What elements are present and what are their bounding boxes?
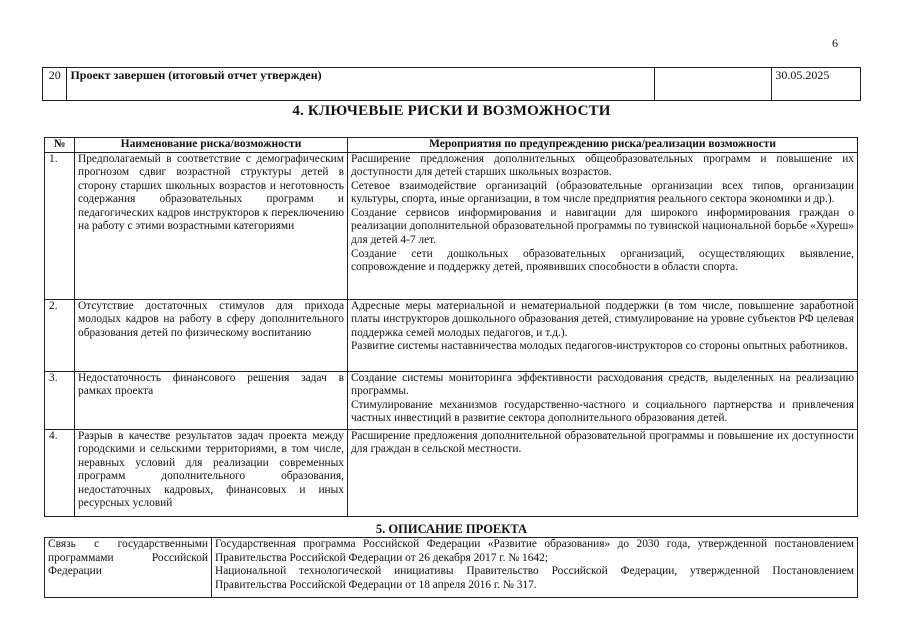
row-number: 4. xyxy=(45,429,75,516)
description-label: Связь с государственными программами Российской Федерации xyxy=(45,538,212,598)
action-text: Создание системы мониторинга эффективности расходования средств, выделенных на реализацию программы. xyxy=(351,371,854,398)
row-number: 1. xyxy=(45,152,75,299)
table-row xyxy=(45,538,858,598)
header-actions: Мероприятия по предупреждению риска/реализации возможности xyxy=(348,138,858,153)
milestone-row xyxy=(43,68,861,101)
page-number: 6 xyxy=(832,36,838,50)
milestone-number: 20 xyxy=(43,68,67,101)
action-text: Развитие системы наставничества молодых педагогов-инструкторов со стороны опытных работников. xyxy=(351,340,848,353)
table-row xyxy=(45,152,858,299)
table-row xyxy=(45,429,858,516)
header-number: № xyxy=(45,138,75,153)
header-risk: Наименование риска/возможности xyxy=(75,138,348,153)
milestone-name: Проект завершен (итоговый отчет утвержден) xyxy=(67,68,655,101)
action-text: Создание сервисов информирования и навигации для широкого информирования граждан о реализации дополнительной образовательной программы по тувинской национальной борьбе «Хуреш» для детей 4-7 лет. xyxy=(351,206,854,247)
action-text: Расширение предложения дополнительной образовательной программы и повышение их доступности для граждан в сельской местности. xyxy=(351,429,854,456)
program-reference: Национальной технологической инициативы Правительство Российской Федерации, утвержденной Постановлением Правительства Российской Федерации от 18 апреля 2016 г. № 317. xyxy=(215,565,854,591)
table-row xyxy=(45,371,858,429)
actions-cell xyxy=(348,152,858,299)
actions-cell xyxy=(348,371,858,429)
risks-table xyxy=(44,137,858,517)
action-text: Сетевое взаимодействие организаций (образовательные организации всех типов, организации культуры, спорта, иные организации, в том числе предприятия реального сектора экономики и др.). xyxy=(351,179,854,206)
section-4-title: 4. КЛЮЧЕВЫЕ РИСКИ И ВОЗМОЖНОСТИ xyxy=(292,103,611,119)
action-text: Расширение предложения дополнительных общеобразовательных программ и повышение их доступности для детей старших школьных возрастов. xyxy=(351,152,854,179)
row-number: 2. xyxy=(45,299,75,371)
milestone-empty-cell xyxy=(655,68,772,101)
project-description-table xyxy=(44,537,858,598)
risk-text: Недостаточность финансового решения задач в рамках проекта xyxy=(75,371,348,429)
program-reference: Государственная программа Российской Федерации «Развитие образования» до 2030 года, утвержденной постановлением Правительства Российской Федерации от 26 декабря 2017 г. № 1642; xyxy=(215,538,854,564)
milestone-table xyxy=(42,67,861,101)
milestone-date: 30.05.2025 xyxy=(772,68,861,101)
action-text: Стимулирование механизмов государственно-частного и социального партнерства и привлечения частных инвестиций в развитие сектора дополнительного образования детей. xyxy=(351,398,854,425)
action-text: Создание сети дошкольных образовательных организаций, осуществляющих выявление, сопровождение и поддержку детей, проявивших способности в области спорта. xyxy=(351,247,854,274)
description-value xyxy=(212,538,858,598)
section-5-title: 5. ОПИСАНИЕ ПРОЕКТА xyxy=(375,522,528,536)
row-number: 3. xyxy=(45,371,75,429)
table-row xyxy=(45,299,858,371)
action-text: Адресные меры материальной и нематериальной поддержки (в том числе, повышение заработной платы инструкторов дошкольного образования детей, стимулирование на уровне субъектов РФ целевая поддержка семей молодых педагогов, и т.д.). xyxy=(351,299,854,339)
actions-cell xyxy=(348,299,858,371)
risk-text: Предполагаемый в соответствие с демографическим прогнозом сдвиг возрастной структуры детей в сторону старших школьных возрастов и неготовность содержания образовательных программ и педагогических кадров инструкторов к переключению на работу с этими возрастными категориями xyxy=(75,152,348,299)
actions-cell xyxy=(348,429,858,516)
risks-header-row xyxy=(45,138,858,153)
risk-text: Разрыв в качестве результатов задач проекта между городскими и сельскими территориями, в том числе, неравных условий для реализации современных программ дополнительного образования, недостаточных кадровых, финансовых и иных ресурсных условий xyxy=(75,429,348,516)
risk-text: Отсутствие достаточных стимулов для прихода молодых кадров на работу в сферу дополнительного образования детей по физическому воспитанию xyxy=(75,299,348,371)
